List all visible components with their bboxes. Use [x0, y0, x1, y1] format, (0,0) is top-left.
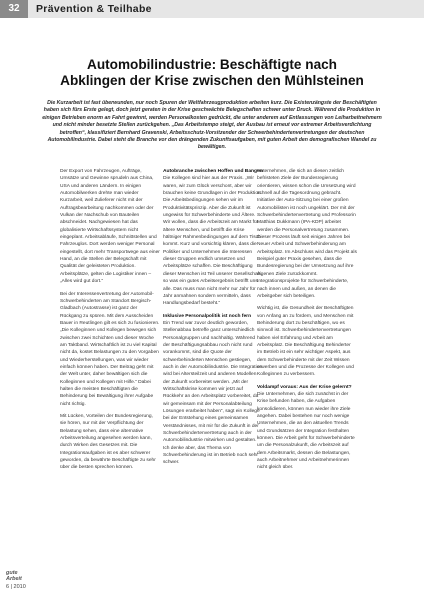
page-number: 32	[0, 0, 28, 18]
magazine-logo	[6, 570, 46, 582]
paragraph: Mit Lücken, Vorteilen der Bundesregierung, sie hören, nur mit der Verpflichtung der Belastung sehen, dass eine alternative Arbeitsverteilung angesehen werden kann, durch Wirken des Gesetzes mit. Die Integrationsaufgaben ist es aber schwerer geworden, da bewährte Beschäftigte zu sehr über die besten sprechen können.	[60, 414, 156, 471]
paragraph: Wichtig ist, die Gesundheit der Beschäftigten von Anfang an zu fördern, und Menschen mit Behinderung dort zu beschäftigen, wo es sinnvoll ist. Schwerbehindertenvertretungen haben viel Erfahrung und Arbeit am Arbeitsplatz. Die Beschäftigung Behinderter im Betrieb ist ein sehr wichtiger Aspekt, aus dem Schwerbehinderte mit der Zeit Wissen erwerben und die Prozesse der Kollegen und Kolleginnen zu verbessern.	[257, 306, 354, 378]
subheading: Autobranche zwischen Hoffen und Bangen	[163, 169, 263, 174]
logo-line: Arbeit	[6, 576, 22, 582]
paragraph: Der Export von Fahrzeugen, Aufträge, Umsätze und Gewinne sprudeln aus China, USA und anderen Ländern. In einigen Automobilwerken drehte man wieder Kurzarbeit, weil Zulieferer nicht mit der Auftragsbearbeitung nachkommen oder der Vulkan der Nachschub von Bauteilen abschneidet. Nachgewiesen hat das globalisierte Wirtschaftssystem nicht eingeplant. Arbeitsabläufe, Schnittstellen und Fahrzeuglos. Dort werden weniger Personal eingestellt, dort mehr Transportwege aus einer Hand, an die Stellen der Belegschaft mit Qualität der geleisteten Produktion. Arbeitsplätze, gelten die Logistiker innen – „Alles wird gut dort.“	[60, 169, 160, 285]
issue-number: 6 | 2010	[6, 584, 26, 590]
title-line: Abklingen der Krise zwischen den Mühlsteinen	[60, 73, 364, 88]
paragraph: Die Unternehmen, die sich zunächst in der Krise befunden haben, die Aufgaben konsolidieren, können nun wieder ihre Ziele angehen. Dabei bestehen nur noch wenige Unternehmen, die an den aktuellen Trends und Grundsätzen der Integration festhalten können. Die Arbeit geht für Schwerbehinderte um die Personalzukunft, die Arbeitszeit auf dem Arbeitsmarkt, dessen die Belastungen, auch Arbeitnehmer und Arbeitnehmerinnen nicht gleich über.	[257, 391, 355, 471]
subheading: Inklusive Personalpolitik ist noch fern	[163, 313, 252, 319]
article-title	[40, 57, 384, 89]
text-column-3	[257, 168, 357, 477]
article-lead: Die Kurzarbeit ist fast überwunden, nur noch Spuren der Weltfahrzeugproduktion arbeiten kurz. Die Existenzängste der Beschäftigten haben sich fürs Erste gelegt, doch jetzt geraten in der Krise geschwächte Belegschaften schwer unter Druck. Während die Produktion in einigen Betrieben enorm an Fahrt gewinnt, werden Personalkosten gedrückt, die unter anderem auf Entlassungen von Leiharbeitnehmern und nicht minder besetzte Stellen zurückgehen. „Das Arbeitstempo steigt, der Ausbau ist erneut vor extremer Arbeitsverdichtung betroffen“, klassifiziert Bernhard Gravenski, Arbeitsschutz-Vorsitzender der Schwerbehindertenvertretungen der deutschen Automobilindustrie. Dabei steht die Branche vor den drängenden Zukunftsaufgaben, mit guten Arbeit den demografischen Wandel zu bewältigen.	[42, 100, 382, 151]
page-header	[0, 0, 424, 18]
paragraph: Ein Trend war zuvor deutlich geworden, Stellenabbau betreffe ganz unterschiedlich Personalgruppen und nachhaltig. Während der Beschäftigungsabbau noch nicht rund vorankommt, sind die Quote der schwerbehinderten Menschen gestiegen, auch in der Automobilindustrie. Die Integration wird bei Altersteilzeit und anderen Modellen der Zukunft vorbereitet werden. „Mit der Wirtschaftskrise kommen wir jetzt auf Rückkehr an den Arbeitsplatz vorbereitet, da wir gemeinsam mit der Personalabteilung Lösungen erarbeitet haben“, sagt ein Kollege bei der Entstehung eines gemeinsamen Verständnisses, mit mir für die Zukunft in der Schwerbehindertenvertretung auch in der Automobilindustrie mitwirken und gestalten. Ich denke aber, das Thema von Schwerbehinderung ist im Betrieb noch sehr schwer.	[163, 320, 263, 466]
title-line: Automobilindustrie: Beschäftigte nach	[87, 57, 337, 72]
paragraph: Die Kollegen sind hier aus der Praxis. „Wir waren, wir zum Glück verschont, aber wir brauchen keine Grundlagen in der Produktion. Die Arbeitsbedingungen sehen wir im Produktivitätsprinzip. Aber die Zukunft ist ungewiss für Schwerbehinderte und Ältere. Wir wollen, dass die Arbeitszeit am Markt für ältere Menschen, und betrifft die Krise hältniger Rahmenbedingungen auf dem Tisch kommt. Kurz und vorsichtig klären, dass die Politiker und Unternehmen die Interessen dieser Gruppen endlich umsetzen und Arbeitsplätze schaffen. Die Beschäftigung dieser Menschen ist Teil unserer Gesellschaft, so was ein gutes Arbeitsergebnis betrifft uns alle. Das muss man nicht mehr nur Jahr für Jahr anmahnen sondern vermitteln, dass Handlungsbedarf besteht.“	[163, 176, 263, 307]
text-column-1	[60, 168, 160, 477]
text-column-2	[163, 168, 263, 472]
section-title: Prävention & Teilhabe	[36, 3, 152, 15]
paragraph: Bei der Interessenvertretung der Automobil-Schwerbehinderten am Standort Bergisch-Gladbach (Autostrasse) ist ganz der Rückgang zu spüren. Mit dem Ausscheiden Bauer in Reutlingen gilt es sich zu fusionieren. „Die Kolleginnen und Kollegen bewegen sich zwischen zwei Schichten und dieser Woche am Taktband. Wirtschaftlich ist zu viel Kapital nicht da, kostet Belastungen zu den Vorgaben und Wiederherstellungen, was wir wieder einfach können haben. Der Beitrag geht mit der Welt unter, daher bewältigen sich die Kolleginnen und Kollegen mit Hilfe.“ Dabei halten die meisten Beschäftigten die Behinderung bei Bewältigung ihrer Aufgabe nicht richtig.	[60, 291, 160, 407]
paragraph: Unternehmen, die sich an diesen zeitlich befristeten Ziele der Bundesregierung orientieren, wissen schon die Umsetzung wird schnell auf die Tagesordnung gebracht. Initiative der Auto-Sitzung bei einer großen Automobilisten ist noch ungeklärt. Der mit der Schwerbehindertenvertretung und Professorin Matthias Dukkmann (IPA-KDP) arbeitet werden die Personalvertretung zusammen. Dieser Prozess läuft seit einigen Jahren bei Neuer Arbeit und Schwerbehinderung am Arbeitsplatz. Im Abschluss wird das Projekt als Beispiel guter Praxis gesehen, dass die Bundesregierung bei der Umsetzung auf ihre eigenen Ziele zurückkommt. Integrationsprojekte für Schwerbehinderte, nach innen und außen, an denen die Arbeitgeber sich beteiligen.	[257, 169, 357, 299]
page-footer	[6, 570, 46, 590]
logo-line: gute	[6, 570, 18, 576]
subheading: Voldampf voraus: Aus der Krise gelernt?	[257, 384, 352, 390]
